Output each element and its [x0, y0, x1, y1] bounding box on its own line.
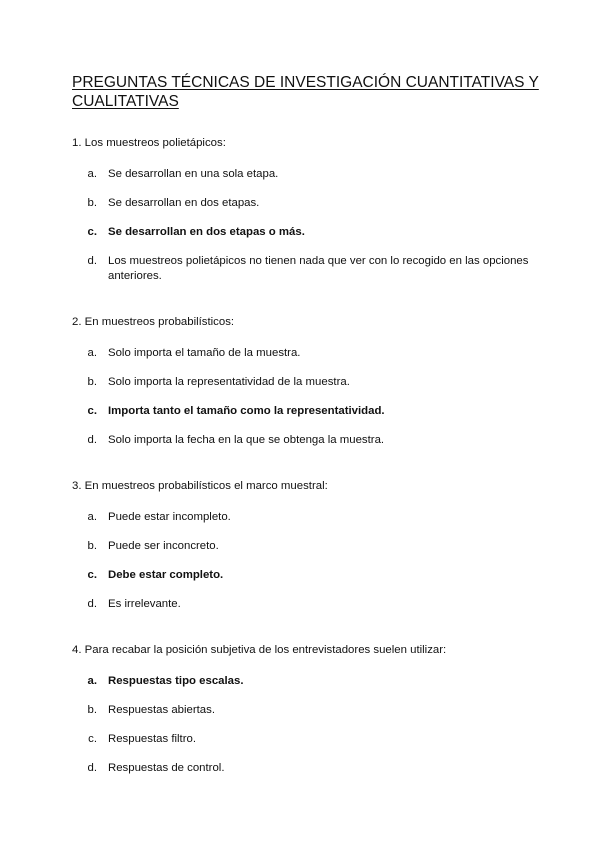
option-text: Respuestas de control. — [108, 762, 225, 774]
answer-option — [72, 597, 540, 612]
option-list — [72, 167, 540, 284]
answer-option — [72, 539, 540, 554]
answer-option-correct — [72, 568, 540, 583]
answer-option — [72, 254, 540, 284]
option-letter: d. — [87, 598, 97, 610]
answer-option-correct — [72, 404, 540, 419]
option-text: Solo importa la fecha en la que se obtenga la muestra. — [108, 434, 385, 446]
option-text: Debe estar completo. — [108, 569, 224, 581]
option-text: Se desarrollan en una sola etapa. — [108, 168, 279, 180]
option-letter: b. — [87, 197, 97, 209]
answer-option-correct — [72, 225, 540, 240]
question-list — [72, 136, 540, 776]
option-letter: a. — [87, 347, 97, 359]
option-text: Se desarrollan en dos etapas. — [108, 197, 260, 209]
option-text: Es irrelevante. — [108, 598, 181, 610]
answer-option — [72, 732, 540, 747]
option-list — [72, 510, 540, 612]
option-letter: c. — [87, 569, 97, 581]
option-letter: a. — [87, 675, 97, 687]
answer-option — [72, 761, 540, 776]
option-text: Puede ser inconcreto. — [108, 540, 219, 552]
option-letter: b. — [87, 704, 97, 716]
option-text: Respuestas tipo escalas. — [108, 675, 244, 687]
option-letter: d. — [87, 434, 97, 446]
option-text: Solo importa el tamaño de la muestra. — [108, 347, 301, 359]
question-stem: 1. Los muestreos polietápicos: — [72, 137, 226, 149]
option-list — [72, 674, 540, 776]
option-letter: a. — [87, 511, 97, 523]
option-letter: b. — [87, 376, 97, 388]
question-stem: 2. En muestreos probabilísticos: — [72, 316, 235, 328]
option-letter: d. — [87, 762, 97, 774]
option-text: Respuestas abiertas. — [108, 704, 216, 716]
option-letter: d. — [87, 255, 97, 267]
option-text: Importa tanto el tamaño como la representatividad. — [108, 405, 385, 417]
option-text: Solo importa la representatividad de la muestra. — [108, 376, 350, 388]
answer-option-correct — [72, 674, 540, 689]
question-stem: 3. En muestreos probabilísticos el marco muestral: — [72, 480, 328, 492]
option-text: Puede estar incompleto. — [108, 511, 231, 523]
option-text: Se desarrollan en dos etapas o más. — [108, 226, 305, 238]
option-text: Respuestas filtro. — [108, 733, 196, 745]
option-letter: c. — [88, 733, 97, 745]
document-title: PREGUNTAS TÉCNICAS DE INVESTIGACIÓN CUANTITATIVAS Y CUALITATIVAS — [72, 74, 539, 110]
question-3 — [72, 479, 540, 612]
option-list — [72, 346, 540, 448]
answer-option — [72, 510, 540, 525]
answer-option — [72, 433, 540, 448]
answer-option — [72, 375, 540, 390]
question-4 — [72, 643, 540, 776]
option-letter: c. — [87, 405, 97, 417]
option-text: Los muestreos polietápicos no tienen nada que ver con lo recogido en las opciones anteriores. — [108, 255, 529, 282]
answer-option — [72, 346, 540, 361]
question-1 — [72, 136, 540, 284]
answer-option — [72, 196, 540, 211]
question-2 — [72, 315, 540, 448]
option-letter: b. — [87, 540, 97, 552]
option-letter: a. — [87, 168, 97, 180]
answer-option — [72, 167, 540, 182]
option-letter: c. — [87, 226, 97, 238]
question-stem: 4. Para recabar la posición subjetiva de los entrevistadores suelen utilizar: — [72, 644, 447, 656]
answer-option — [72, 703, 540, 718]
